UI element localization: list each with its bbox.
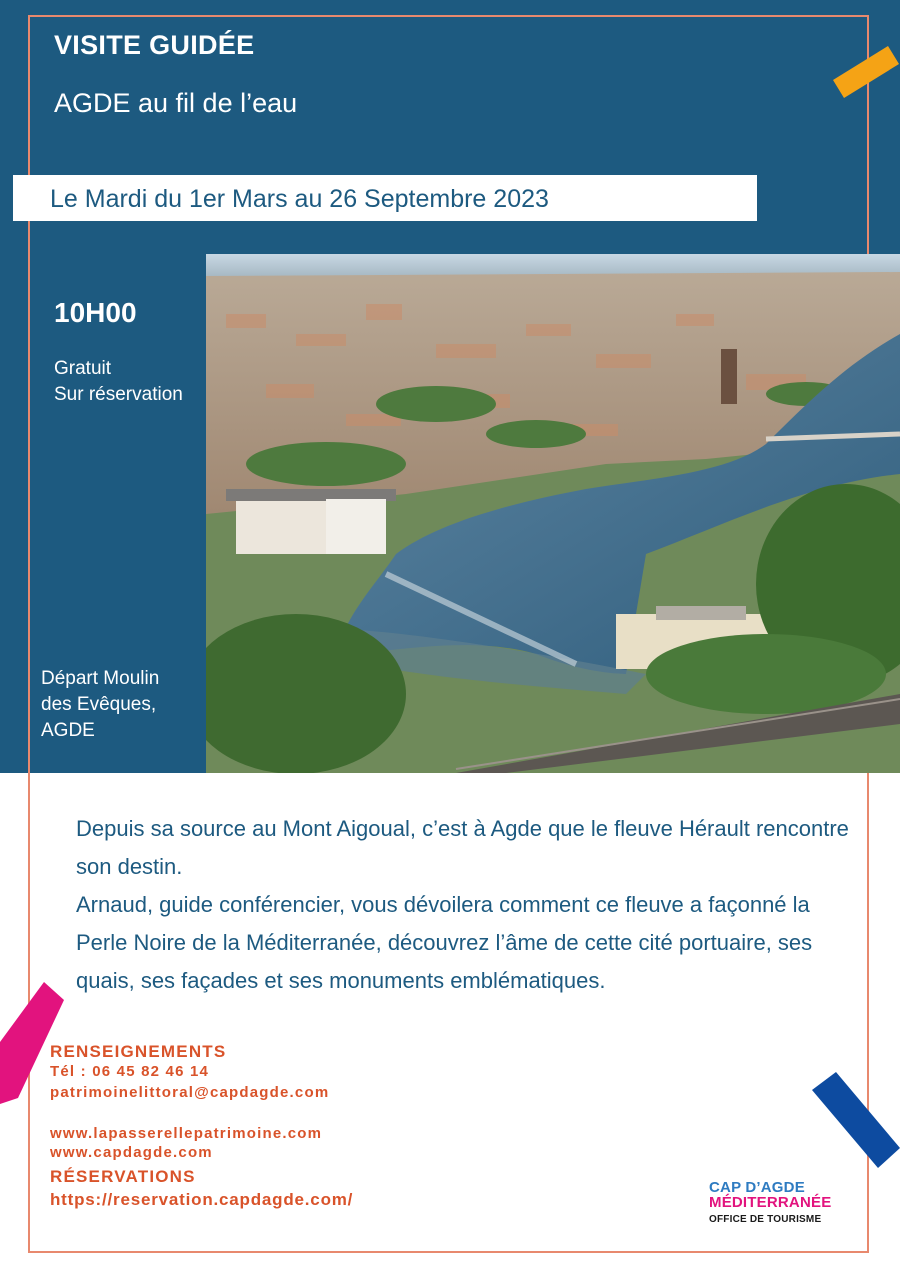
date-text: Le Mardi du 1er Mars au 26 Septembre 2023 [50, 185, 549, 213]
contact-email[interactable]: patrimoinelittoral@capdagde.com [50, 1084, 330, 1101]
aerial-photo-illustration [206, 254, 900, 773]
yellow-accent-shape [830, 40, 900, 110]
date-banner [13, 175, 757, 221]
tourism-office-logo [709, 1180, 831, 1227]
tour-time: 10H00 [54, 297, 137, 328]
reservations-heading: RÉSERVATIONS [50, 1167, 196, 1186]
logo-line: MÉDITERRANÉE [709, 1194, 832, 1211]
magenta-accent-shape [0, 980, 70, 1105]
website-link[interactable]: www.capdagde.com [50, 1144, 213, 1161]
contact-heading: RENSEIGNEMENTS [50, 1042, 227, 1061]
website-link[interactable]: www.lapasserellepatrimoine.com [50, 1125, 323, 1142]
departure-line: AGDE [41, 720, 95, 741]
page-subtitle: AGDE au fil de l’eau [54, 88, 298, 118]
description-paragraph: Depuis sa source au Mont Aigoual, c’est à Agde que le fleuve Hérault rencontre son destin. [76, 816, 849, 879]
price-label: Gratuit [54, 358, 112, 379]
aerial-photo [206, 254, 900, 773]
departure-location [41, 666, 201, 744]
tour-description [76, 810, 866, 1000]
reservation-link[interactable]: https://reservation.capdagde.com/ [50, 1190, 354, 1209]
page-title: VISITE GUIDÉE [54, 30, 255, 60]
blue-accent-shape [808, 1068, 900, 1174]
logo-line: OFFICE DE TOURISME [709, 1214, 822, 1225]
logo-line: CAP D’AGDE [709, 1179, 805, 1196]
contact-phone[interactable]: Tél : 06 45 82 46 14 [50, 1063, 210, 1080]
departure-line: Départ Moulin [41, 668, 160, 689]
booking-label: Sur réservation [54, 384, 183, 405]
departure-line: des Evêques, [41, 694, 157, 715]
description-paragraph: Arnaud, guide conférencier, vous dévoilera comment ce fleuve a façonné la Perle Noire de la Méditerranée, découvrez l’âme de cette cité portuaire, ses quais, ses façades et ses monuments emblématiques. [76, 892, 813, 993]
